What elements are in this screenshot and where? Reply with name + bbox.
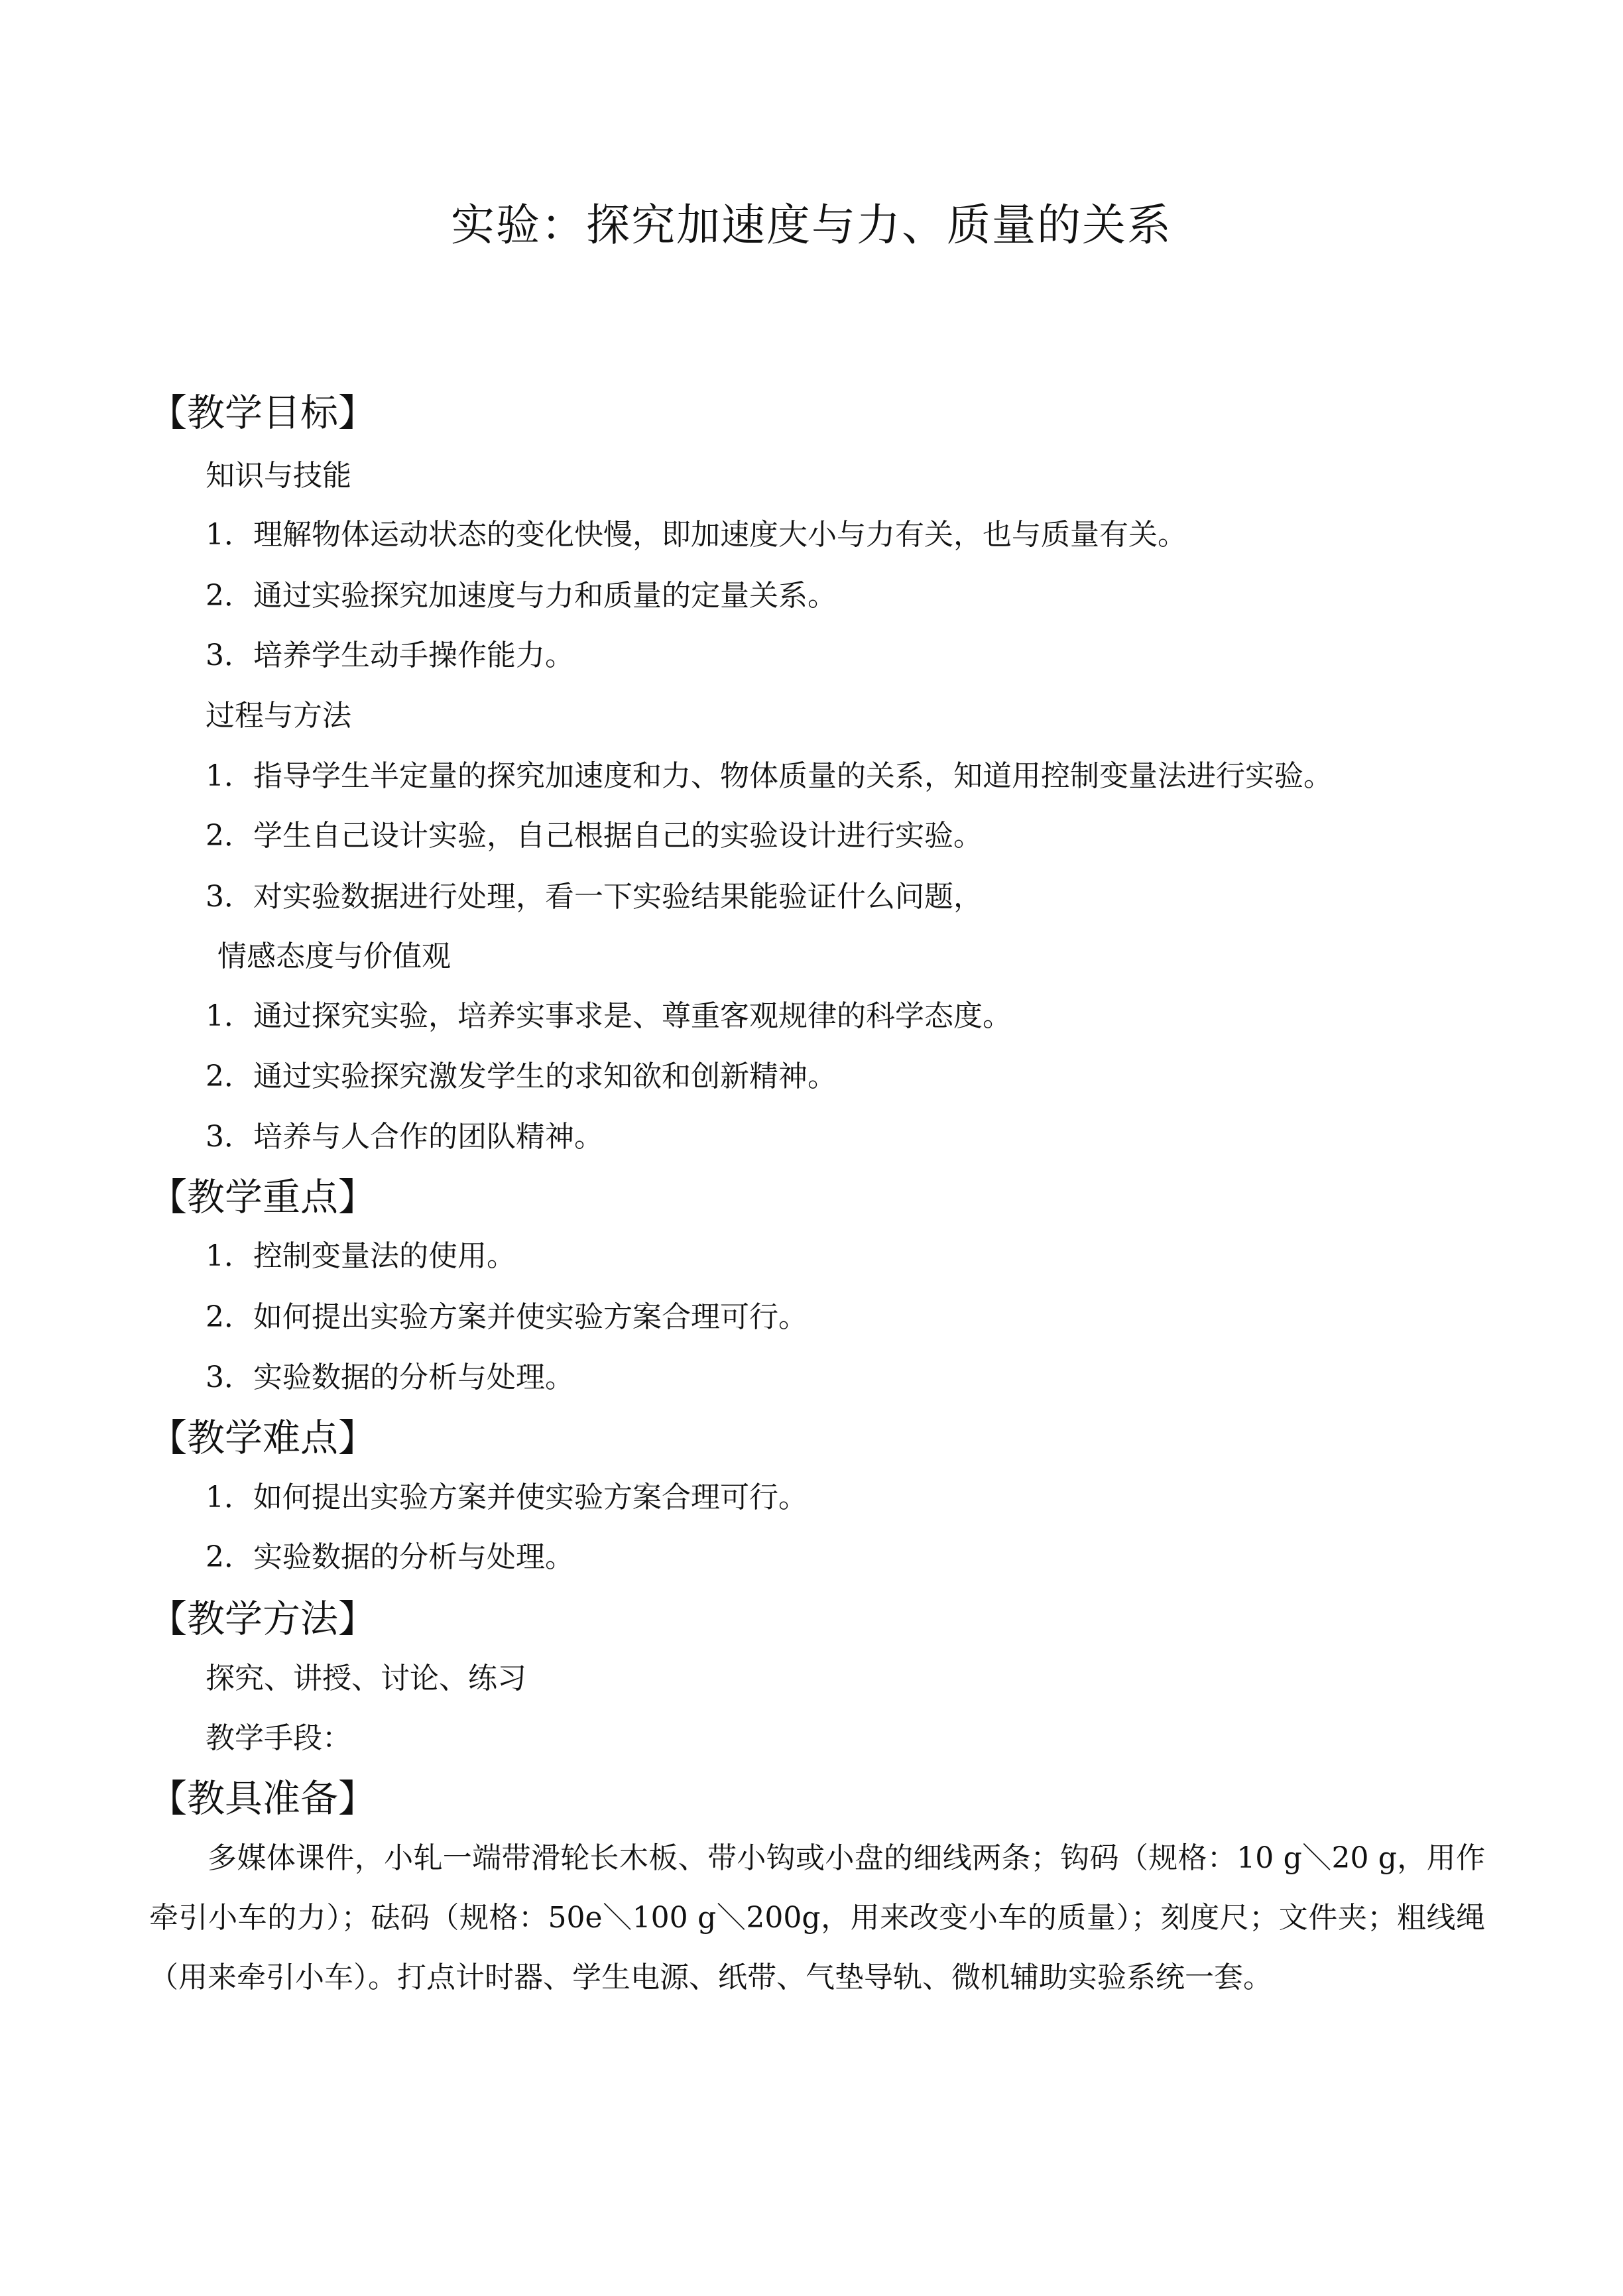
methods-heading: 【教学方法】 (149, 1597, 376, 1641)
key-point-item-2: 2．如何提出实验方案并使实验方案合理可行。 (206, 1300, 808, 1334)
page-title: 实验：探究加速度与力、质量的关系 (451, 200, 1172, 251)
process-item-3: 3．对实验数据进行处理，看一下实验结果能验证什么问题， (206, 880, 983, 914)
knowledge-label: 知识与技能 (206, 459, 351, 493)
process-label: 过程与方法 (206, 699, 351, 733)
key-point-item-1: 1．控制变量法的使用。 (206, 1239, 516, 1273)
emotion-label: 情感态度与价值观 (217, 939, 451, 973)
emotion-item-2: 2．通过实验探究激发学生的求知欲和创新精神。 (206, 1059, 837, 1093)
knowledge-item-2: 2．通过实验探究加速度与力和质量的定量关系。 (206, 579, 837, 613)
difficulties-heading: 【教学难点】 (149, 1416, 376, 1460)
process-item-2: 2．学生自己设计实验，自己根据自己的实验设计进行实验。 (206, 819, 983, 853)
equipment-paragraph: 多媒体课件，小轧一端带滑轮长木板、带小钩或小盘的细线两条；钩码（规格：10 g＼20 g，用作牵引小车的力）；砝码（规格：50e＼100 g＼200g，用来改变小车的质量）；刻度尺；文件夹；粗线绳（用来牵引小车）。打点计时器、学生电源、纸带、气垫导轨、微机辅助实验系统一套。 (149, 1841, 1485, 1994)
teaching-means-label: 教学手段： (206, 1721, 351, 1755)
emotion-item-3: 3．培养与人合作的团队精神。 (206, 1120, 603, 1154)
equipment-heading: 【教具准备】 (149, 1777, 376, 1821)
knowledge-item-1: 1．理解物体运动状态的变化快慢，即加速度大小与力有关，也与质量有关。 (206, 518, 1187, 552)
process-item-1: 1．指导学生半定量的探究加速度和力、物体质量的关系，知道用控制变量法进行实验。 (206, 759, 1333, 793)
difficulty-item-2: 2．实验数据的分析与处理。 (206, 1540, 574, 1574)
emotion-item-1: 1．通过探究实验，培养实事求是、尊重客观规律的科学态度。 (206, 999, 1012, 1033)
methods-text: 探究、讲授、讨论、练习 (206, 1662, 526, 1695)
objectives-heading: 【教学目标】 (149, 391, 376, 435)
knowledge-item-3: 3．培养学生动手操作能力。 (206, 638, 574, 672)
key-points-heading: 【教学重点】 (149, 1176, 376, 1219)
key-point-item-3: 3．实验数据的分析与处理。 (206, 1360, 574, 1394)
difficulty-item-1: 1．如何提出实验方案并使实验方案合理可行。 (206, 1480, 808, 1514)
